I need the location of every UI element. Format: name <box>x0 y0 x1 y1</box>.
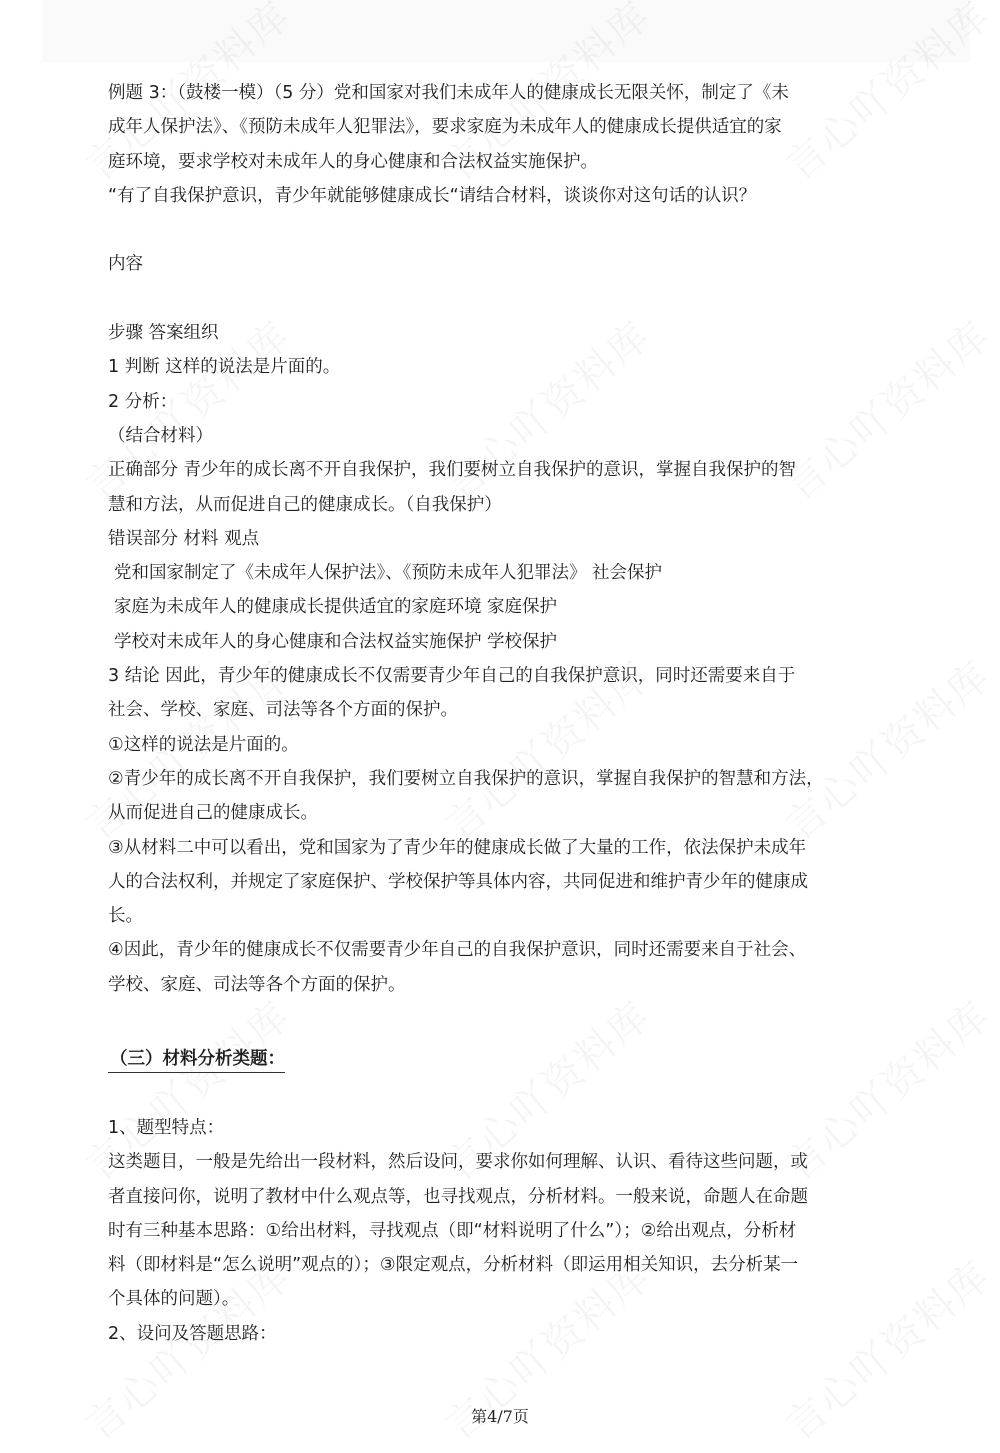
steps-header: 步骤 答案组织 <box>108 323 219 344</box>
section-heading: （三）材料分析类题： <box>108 1046 285 1073</box>
answer-point: 从而促进自己的健康成长。 <box>108 803 318 824</box>
step-conclusion: 社会、学校、家庭、司法等各个方面的保护。 <box>108 700 458 721</box>
section-material-analysis <box>108 1111 898 1351</box>
text-line: 庭环境，要求学校对未成年人的身心健康和合法权益实施保护。 <box>108 151 598 172</box>
step-analysis: 2 分析： <box>108 391 178 412</box>
correct-part: 慧和方法，从而促进自己的健康成长。（自我保护） <box>108 494 502 515</box>
text-line: 时有三种基本思路：①给出材料，寻找观点（即“材料说明了什么”）；②给出观点，分析材 <box>108 1220 797 1241</box>
answer-point: ①这样的说法是片面的。 <box>108 734 299 755</box>
wrong-part-header: 错误部分 材料 观点 <box>108 528 260 549</box>
correct-part: 正确部分 青少年的成长离不开自我保护，我们要树立自我保护的意识，掌握自我保护的智 <box>108 460 797 481</box>
answer-point: ③从材料二中可以看出，党和国家为了青少年的健康成长做了大量的工作，依法保护未成年 <box>108 837 807 858</box>
page-number: 第4/7页 <box>471 1407 529 1426</box>
text-line: 成年人保护法》、《预防未成年人犯罪法》，要求家庭为未成年人的健康成长提供适宜的家 <box>108 117 782 138</box>
content-label: 内容 <box>108 254 143 275</box>
wrong-item: 党和国家制定了《未成年人保护法》、《预防未成年人犯罪法》 社会保护 <box>114 563 663 584</box>
wrong-item: 学校对未成年人的身心健康和合法权益实施保护 学校保护 <box>114 631 558 652</box>
example-question <box>108 76 898 213</box>
combine-material: （结合材料） <box>108 425 213 446</box>
answer-point: ④因此，青少年的健康成长不仅需要青少年自己的自我保护意识，同时还需要来自于社会、 <box>108 940 807 961</box>
document-body <box>108 76 898 1351</box>
answer-point: 学校、家庭、司法等各个方面的保护。 <box>108 974 406 995</box>
feature-title: 1、题型特点： <box>108 1117 225 1138</box>
text-line: 这类题目，一般是先给出一段材料，然后设问，要求你如何理解、认识、看待这些问题，或 <box>108 1152 808 1173</box>
model-answer <box>108 728 898 1002</box>
answer-steps <box>108 316 898 728</box>
text-line: 料（即材料是“怎么说明”观点的）；③限定观点，分析材料（即运用相关知识，去分析某一 <box>108 1255 799 1276</box>
step-conclusion: 3 结论 因此，青少年的健康成长不仅需要青少年自己的自我保护意识，同时还需要来自于 <box>108 666 796 687</box>
page-top-band <box>42 0 970 62</box>
step-judge: 1 判断 这样的说法是片面的。 <box>108 357 341 378</box>
question-prompt: “有了自我保护意识，青少年就能够健康成长“请结合材料，谈谈你对这句话的认识？ <box>108 185 757 206</box>
answer-point: 人的合法权利，并规定了家庭保护、学校保护等具体内容，共同促进和维护青少年的健康成 <box>108 871 808 892</box>
text-line: 者直接问你，说明了教材中什么观点等，也寻找观点，分析材料。一般来说，命题人在命题 <box>108 1186 808 1207</box>
answer-point: ②青少年的成长离不开自我保护，我们要树立自我保护的意识，掌握自我保护的智慧和方法， <box>108 768 824 789</box>
text-line: 例题 3：（鼓楼一模）（5 分）党和国家对我们未成年人的健康成长无限关怀，制定了《未 <box>108 83 789 103</box>
wrong-item: 家庭为未成年人的健康成长提供适宜的家庭环境 家庭保护 <box>114 597 558 618</box>
question-title: 2、设问及答题思路： <box>108 1323 277 1344</box>
answer-point: 长。 <box>108 906 143 927</box>
text-line: 个具体的问题）。 <box>108 1289 240 1310</box>
